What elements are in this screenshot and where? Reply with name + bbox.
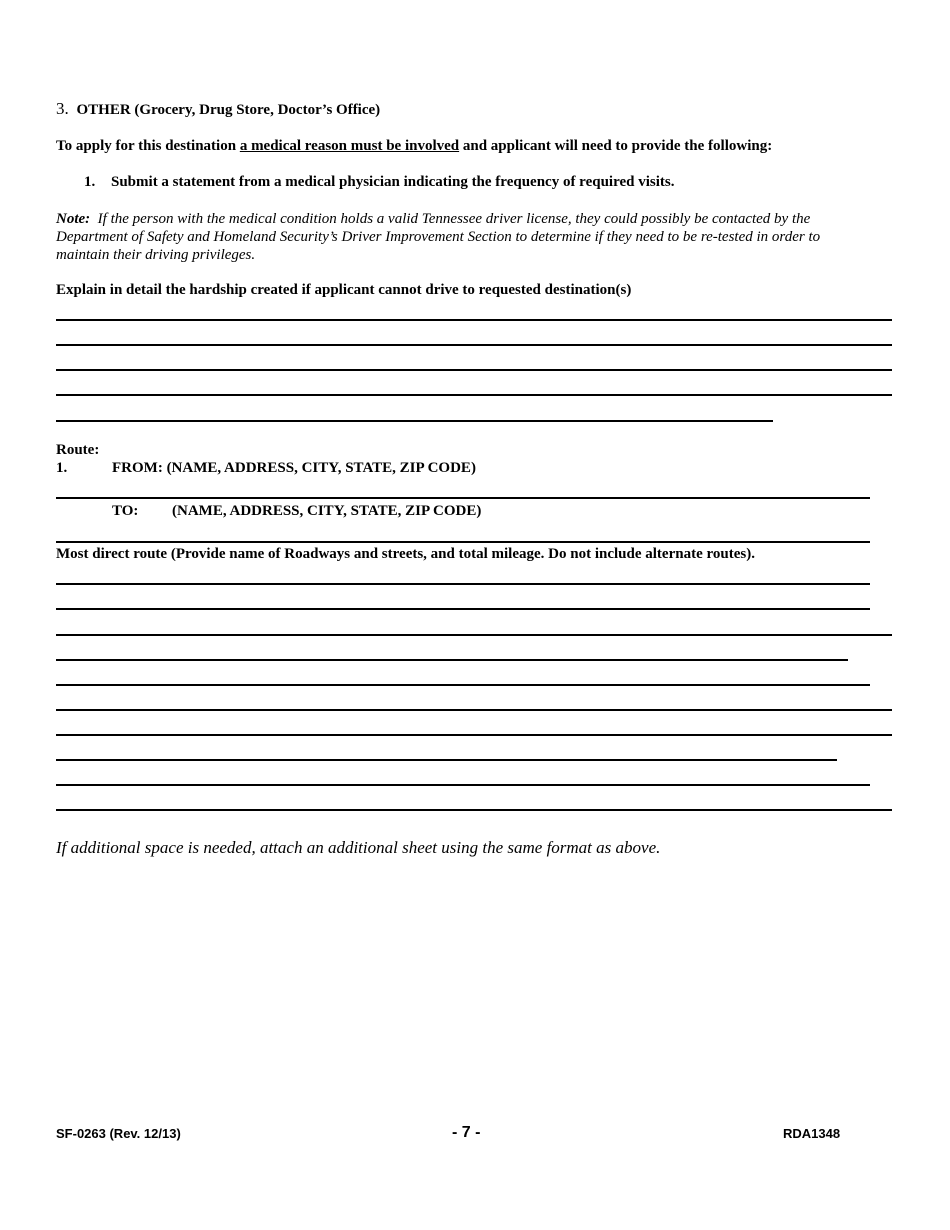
from-answer-line[interactable] [56, 497, 870, 499]
route-line-9[interactable] [56, 784, 870, 786]
route-line-4[interactable] [56, 659, 848, 661]
requirement-text: Submit a statement from a medical physician indicating the frequency of required visits. [111, 174, 675, 190]
route-line-2[interactable] [56, 608, 870, 610]
section-heading [56, 99, 380, 119]
route-line-5[interactable] [56, 684, 870, 686]
hardship-label: Explain in detail the hardship created if applicant cannot drive to requested destination(s) [56, 282, 632, 298]
intro-underlined: a medical reason must be involved [239, 138, 460, 154]
intro-after: and applicant will need to provide the following: [459, 138, 773, 154]
route-from-label [56, 460, 476, 477]
hardship-line-3[interactable] [56, 369, 892, 371]
route-label: Route: [56, 442, 100, 458]
footer-form-id: SF-0263 (Rev. 12/13) [56, 1126, 181, 1141]
route-line-10[interactable] [56, 809, 892, 811]
route-number: 1. [56, 460, 68, 476]
hardship-line-5[interactable] [56, 420, 773, 422]
direct-route-label: Most direct route (Provide name of Roadways and streets, and total mileage. Do not include alternate routes). [56, 546, 755, 562]
route-line-3[interactable] [56, 634, 892, 636]
intro-instruction [56, 138, 772, 155]
requirement-item [84, 174, 674, 191]
requirement-number: 1. [84, 174, 96, 190]
footer-code: RDA1348 [783, 1126, 841, 1141]
note-label: Note: [56, 211, 91, 227]
hardship-line-4[interactable] [56, 394, 892, 396]
additional-space-note: If additional space is needed, attach an additional sheet using the same format as above. [56, 838, 661, 857]
route-to-label [112, 503, 481, 520]
route-line-8[interactable] [56, 759, 837, 761]
to-fields: (NAME, ADDRESS, CITY, STATE, ZIP CODE) [172, 503, 482, 519]
route-line-7[interactable] [56, 734, 892, 736]
intro-before: To apply for this destination [56, 138, 240, 154]
footer-page-number: - 7 - [452, 1124, 481, 1141]
to-label: TO: [112, 503, 139, 519]
hardship-line-2[interactable] [56, 344, 892, 346]
route-line-6[interactable] [56, 709, 892, 711]
note-text: If the person with the medical condition holds a valid Tennessee driver license, they could possibly be contacted by the Department of Safety and Homeland Security’s Driver Improvement Section to determine if they need to be re-tested in order to maintain their driving privileges. [56, 211, 821, 263]
note-paragraph [56, 210, 856, 264]
to-answer-line[interactable] [56, 541, 870, 543]
section-number: 3. [56, 99, 69, 118]
route-line-1[interactable] [56, 583, 870, 585]
hardship-line-1[interactable] [56, 319, 892, 321]
from-fields: FROM: (NAME, ADDRESS, CITY, STATE, ZIP CODE) [112, 460, 476, 476]
section-title: OTHER (Grocery, Drug Store, Doctor’s Office) [76, 102, 381, 118]
